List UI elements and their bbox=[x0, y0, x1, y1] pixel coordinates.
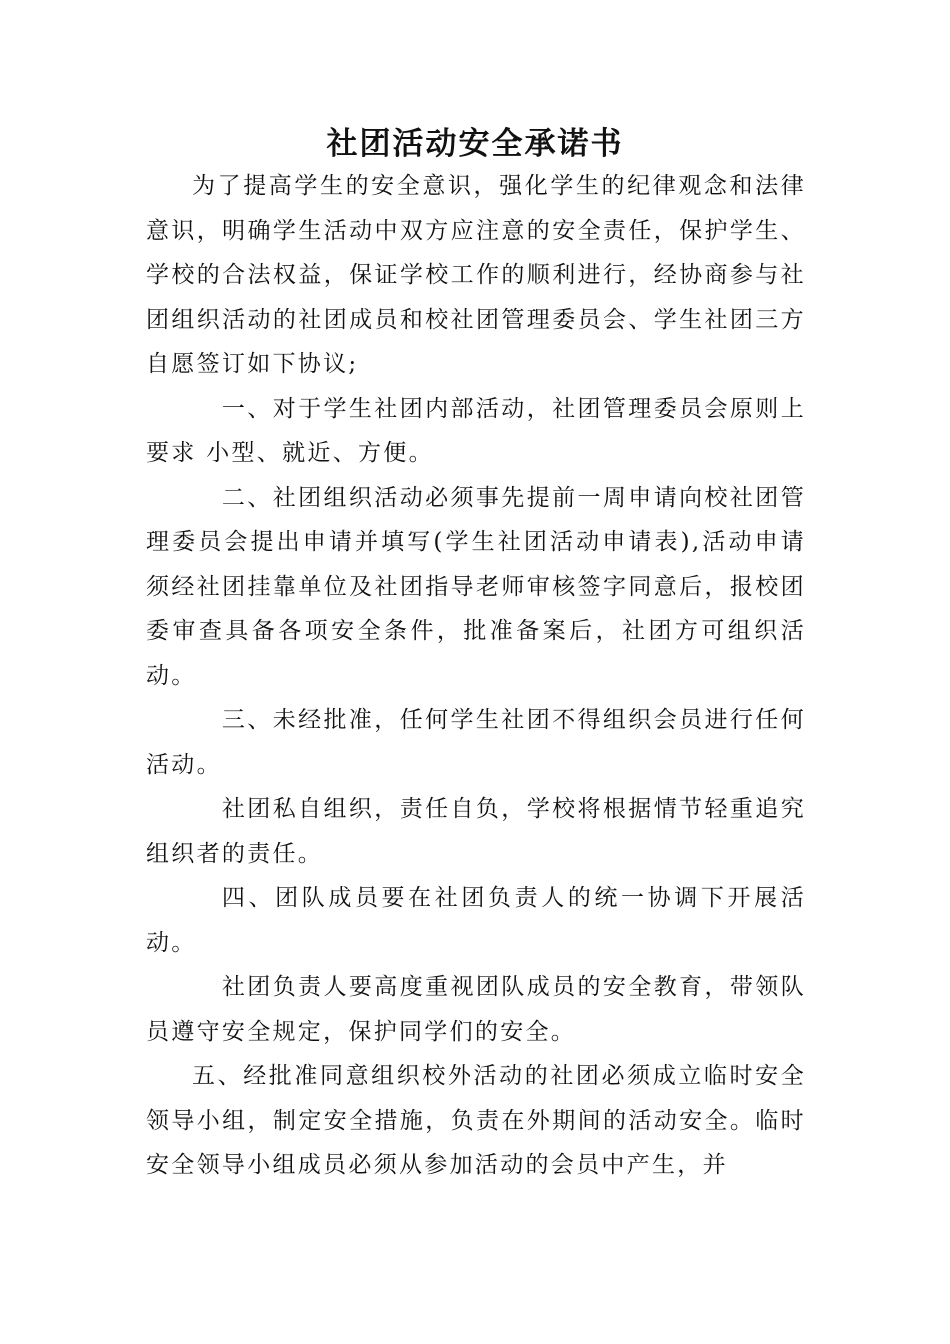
paragraph-item-5: 五、经批准同意组织校外活动的社团必须成立临时安全领导小组，制定安全措施，负责在外期间的活动安全。临时安全领导小组成员必须从参加活动的会员中产生，并 bbox=[146, 1063, 806, 1178]
paragraph-item-4-note: 社团负责人要高度重视团队成员的安全教育，带领队员遵守安全规定，保护同学们的安全。 bbox=[146, 974, 806, 1045]
document-title: 社团活动安全承诺书 bbox=[326, 126, 624, 162]
paragraph-item-4: 四、团队成员要在社团负责人的统一协调下开展活动。 bbox=[146, 885, 806, 956]
paragraph-item-1: 一、对于学生社团内部活动，社团管理委员会原则上要求 小型、就近、方便。 bbox=[146, 395, 806, 466]
paragraph-intro: 为了提高学生的安全意识，强化学生的纪律观念和法律意识，明确学生活动中双方应注意的安全责任，保护学生、学校的合法权益，保证学校工作的顺利进行，经协商参与社团组织活动的社团成员和校社团管理委员会、学生社团三方自愿签订如下协议; bbox=[146, 173, 806, 377]
paragraph-item-2: 二、社团组织活动必须事先提前一周申请向校社团管理委员会提出申请并填写(学生社团活动申请表),活动申请须经社团挂靠单位及社团指导老师审核签字同意后，报校团委审查具备各项安全条件，批准备案后，社团方可组织活动。 bbox=[146, 484, 806, 689]
document-body bbox=[146, 164, 806, 1188]
paragraph-item-3: 三、未经批准，任何学生社团不得组织会员进行任何活动。 bbox=[146, 707, 806, 778]
paragraph-item-3-note: 社团私自组织，责任自负，学校将根据情节轻重追究组织者的责任。 bbox=[146, 796, 806, 867]
